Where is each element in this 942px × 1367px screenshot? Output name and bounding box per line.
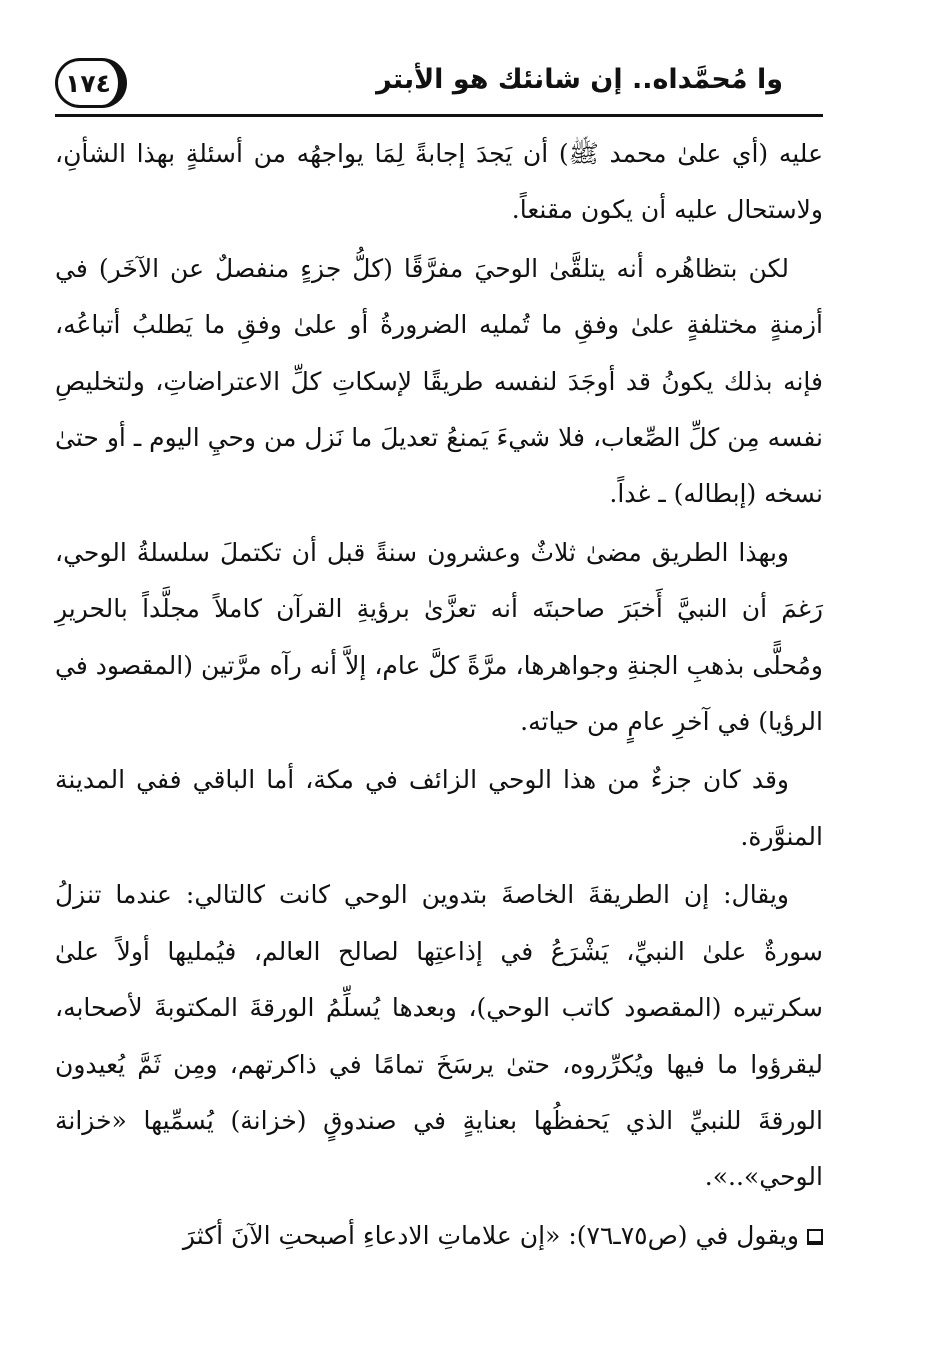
running-title: وا مُحمَّداه.. إن شانئك هو الأبتر: [376, 64, 783, 95]
paragraph-4: وقد كان جزءٌ من هذا الوحي الزائف في مكة، أما الباقي ففي المدينة المنوَّرة.: [55, 765, 823, 851]
page-body: [55, 126, 823, 1264]
quote-line: [55, 1208, 823, 1264]
paragraph-2: لكن بتظاهُره أنه يتلقَّىٰ الوحيَ مفرَّقًا (كلُّ جزءٍ منفصلٌ عن الآخَر) في أزمنةٍ مختلفةٍ علىٰ وفقِ ما تُمليه الضرورةُ أو علىٰ وفقِ ما يَطلبُ أتباعُه، فإنه بذلك يكونُ قد أوجَدَ لنفسه طريقًا لإسكاتِ كلِّ الاعتراضاتِ، ولتخليصِ نفسه مِن كلِّ الصِّعاب، فلا شيءَ يَمنعُ تعديلَ ما نَزل من وحيِ اليوم ـ أو حتىٰ نسخه (إبطاله) ـ غداً.: [55, 253, 823, 509]
header-rule: [55, 114, 823, 117]
page-header: [55, 58, 823, 118]
page-number: ١٧٤: [55, 58, 127, 108]
paragraph-5: ويقال: إن الطريقةَ الخاصةَ بتدوين الوحي كانت كالتالي: عندما تنزلُ سورةٌ علىٰ النبيِّ، يَشْرَعُ في إذاعتِها لصالح العالم، فيُمليها أولاً علىٰ سكرتيره (المقصود كاتب الوحي)، وبعدها يُسلِّمُ الورقةَ المكتوبةَ لأصحابه، ليقرؤوا ما فيها ويُكرِّروه، حتىٰ يرسَخَ تمامًا في ذاكرتهم، ومِن ثَمَّ يُعيدون الورقةَ للنبيِّ الذي يَحفظُها بعنايةٍ في صندوقٍ (خزانة) يُسمِّيها «خزانة الوحي»..».: [55, 880, 823, 1192]
quote-text: ويقول في (ص٧٥ـ٧٦): «إن علاماتِ الادعاءِ أصبحتِ الآنَ أكثرَ: [182, 1220, 799, 1250]
square-bullet-icon: [807, 1229, 823, 1245]
paragraph-1: عليه (أي علىٰ محمد ﷺ) أن يَجدَ إجابةً لِمَا يواجهُه من أسئلةٍ بهذا الشأنِ، ولاستحال عليه أن يكون مقنعاً.: [55, 139, 823, 225]
paragraph-3: وبهذا الطريق مضىٰ ثلاثٌ وعشرون سنةً قبل أن تكتملَ سلسلةُ الوحي، رَغمَ أن النبيَّ أَخبَرَ صاحبتَه أنه تعزَّىٰ برؤيةِ القرآن كاملاً مجلَّداً بالحريرِ ومُحلًّى بذهبِ الجنةِ وجواهرها، مرَّةً كلَّ عام، إلاَّ أنه رآه مرَّتين (المقصود في الرؤيا) في آخرِ عامٍ من حياته.: [55, 537, 823, 737]
